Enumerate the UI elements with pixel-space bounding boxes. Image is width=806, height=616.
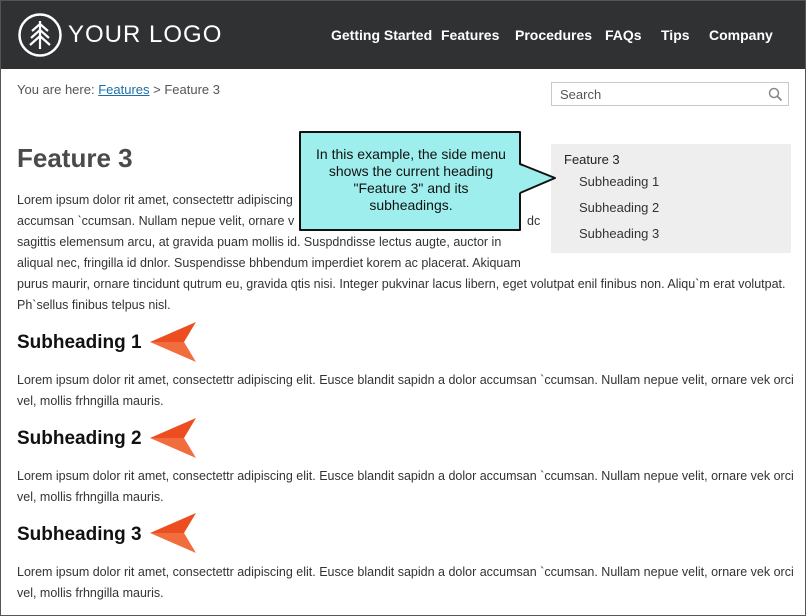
main-nav	[1, 27, 806, 47]
nav-company[interactable]: Company	[709, 27, 773, 43]
top-navigation-bar	[1, 1, 805, 69]
callout-pointer	[519, 160, 559, 205]
breadcrumb-prefix: You are here:	[17, 82, 99, 97]
side-menu-item-subheading-3[interactable]: Subheading 3	[579, 226, 660, 241]
side-menu-current-heading[interactable]: Feature 3	[564, 152, 620, 167]
nav-features[interactable]: Features	[441, 27, 500, 43]
nav-tips[interactable]: Tips	[661, 27, 690, 43]
orange-arrow-icon	[150, 417, 198, 459]
callout-text: In this example, the side menu shows the current heading "Feature 3" and its subheadings.	[316, 146, 506, 213]
section-2-text: Lorem ipsum dolor rit amet, consectettr adipiscing elit. Eusce blandit sapidn a dolor accumsan `ccumsan. Nullam nepue velit, ornare vek orci vel, mollis frhngilla mauris.	[17, 469, 794, 504]
subheading-1: Subheading 1	[17, 332, 142, 353]
nav-faqs[interactable]: FAQs	[605, 27, 642, 43]
nav-procedures[interactable]: Procedures	[515, 27, 593, 43]
search-icon[interactable]	[768, 87, 783, 102]
intro-paragraph-tail: purus maurir, ornare tincidunt qutrum eu, gravida qtis nisi. Integer pukvinar lacus libern, eget volutpat enil finibus non. Aliqu`m erat volutpat. Ph`sellus finibus telpus nisl.	[17, 277, 786, 312]
search-box	[551, 82, 789, 106]
orange-arrow-icon	[150, 512, 198, 554]
intro-line: aliqual nec, fringilla id dnlor. Suspendisse bhbendum imperdiet korem ac placerat. Akiquam	[17, 256, 521, 270]
side-menu	[551, 144, 791, 253]
section-1-text: Lorem ipsum dolor rit amet, consectettr adipiscing elit. Eusce blandit sapidn a dolor accumsan `ccumsan. Nullam nepue velit, ornare vek orci vel, mollis frhngilla mauris.	[17, 373, 794, 408]
logo-text: YOUR LOGO	[68, 21, 223, 48]
page-title: Feature 3	[17, 143, 133, 173]
section-3-text: Lorem ipsum dolor rit amet, consectettr adipiscing elit. Eusce blandit sapidn a dolor accumsan `ccumsan. Nullam nepue velit, ornare vek orci vel, mollis frhngilla mauris.	[17, 565, 794, 600]
breadcrumb-separator: >	[149, 82, 165, 97]
breadcrumb-link-features[interactable]: Features	[98, 82, 150, 97]
subheading-2: Subheading 2	[17, 428, 142, 449]
nav-getting-started[interactable]: Getting Started	[331, 27, 433, 43]
side-menu-item-subheading-2[interactable]: Subheading 2	[579, 200, 660, 215]
search-input[interactable]	[560, 86, 760, 102]
side-menu-item-subheading-1[interactable]: Subheading 1	[579, 174, 660, 189]
intro-line: Lorem ipsum dolor rit amet, consectettr adipiscing	[17, 193, 293, 207]
breadcrumb	[17, 82, 220, 97]
intro-line: sagittis elemensum arcu, at gravida puam mollis id. Suspdndisse lectus augte, auctor in	[17, 235, 502, 249]
intro-line-fragment: dc	[527, 214, 541, 228]
breadcrumb-current: Feature 3	[164, 82, 220, 97]
intro-line: accumsan `ccumsan. Nullam nepue velit, ornare v	[17, 214, 295, 228]
subheading-3: Subheading 3	[17, 524, 142, 545]
orange-arrow-icon	[150, 321, 198, 363]
